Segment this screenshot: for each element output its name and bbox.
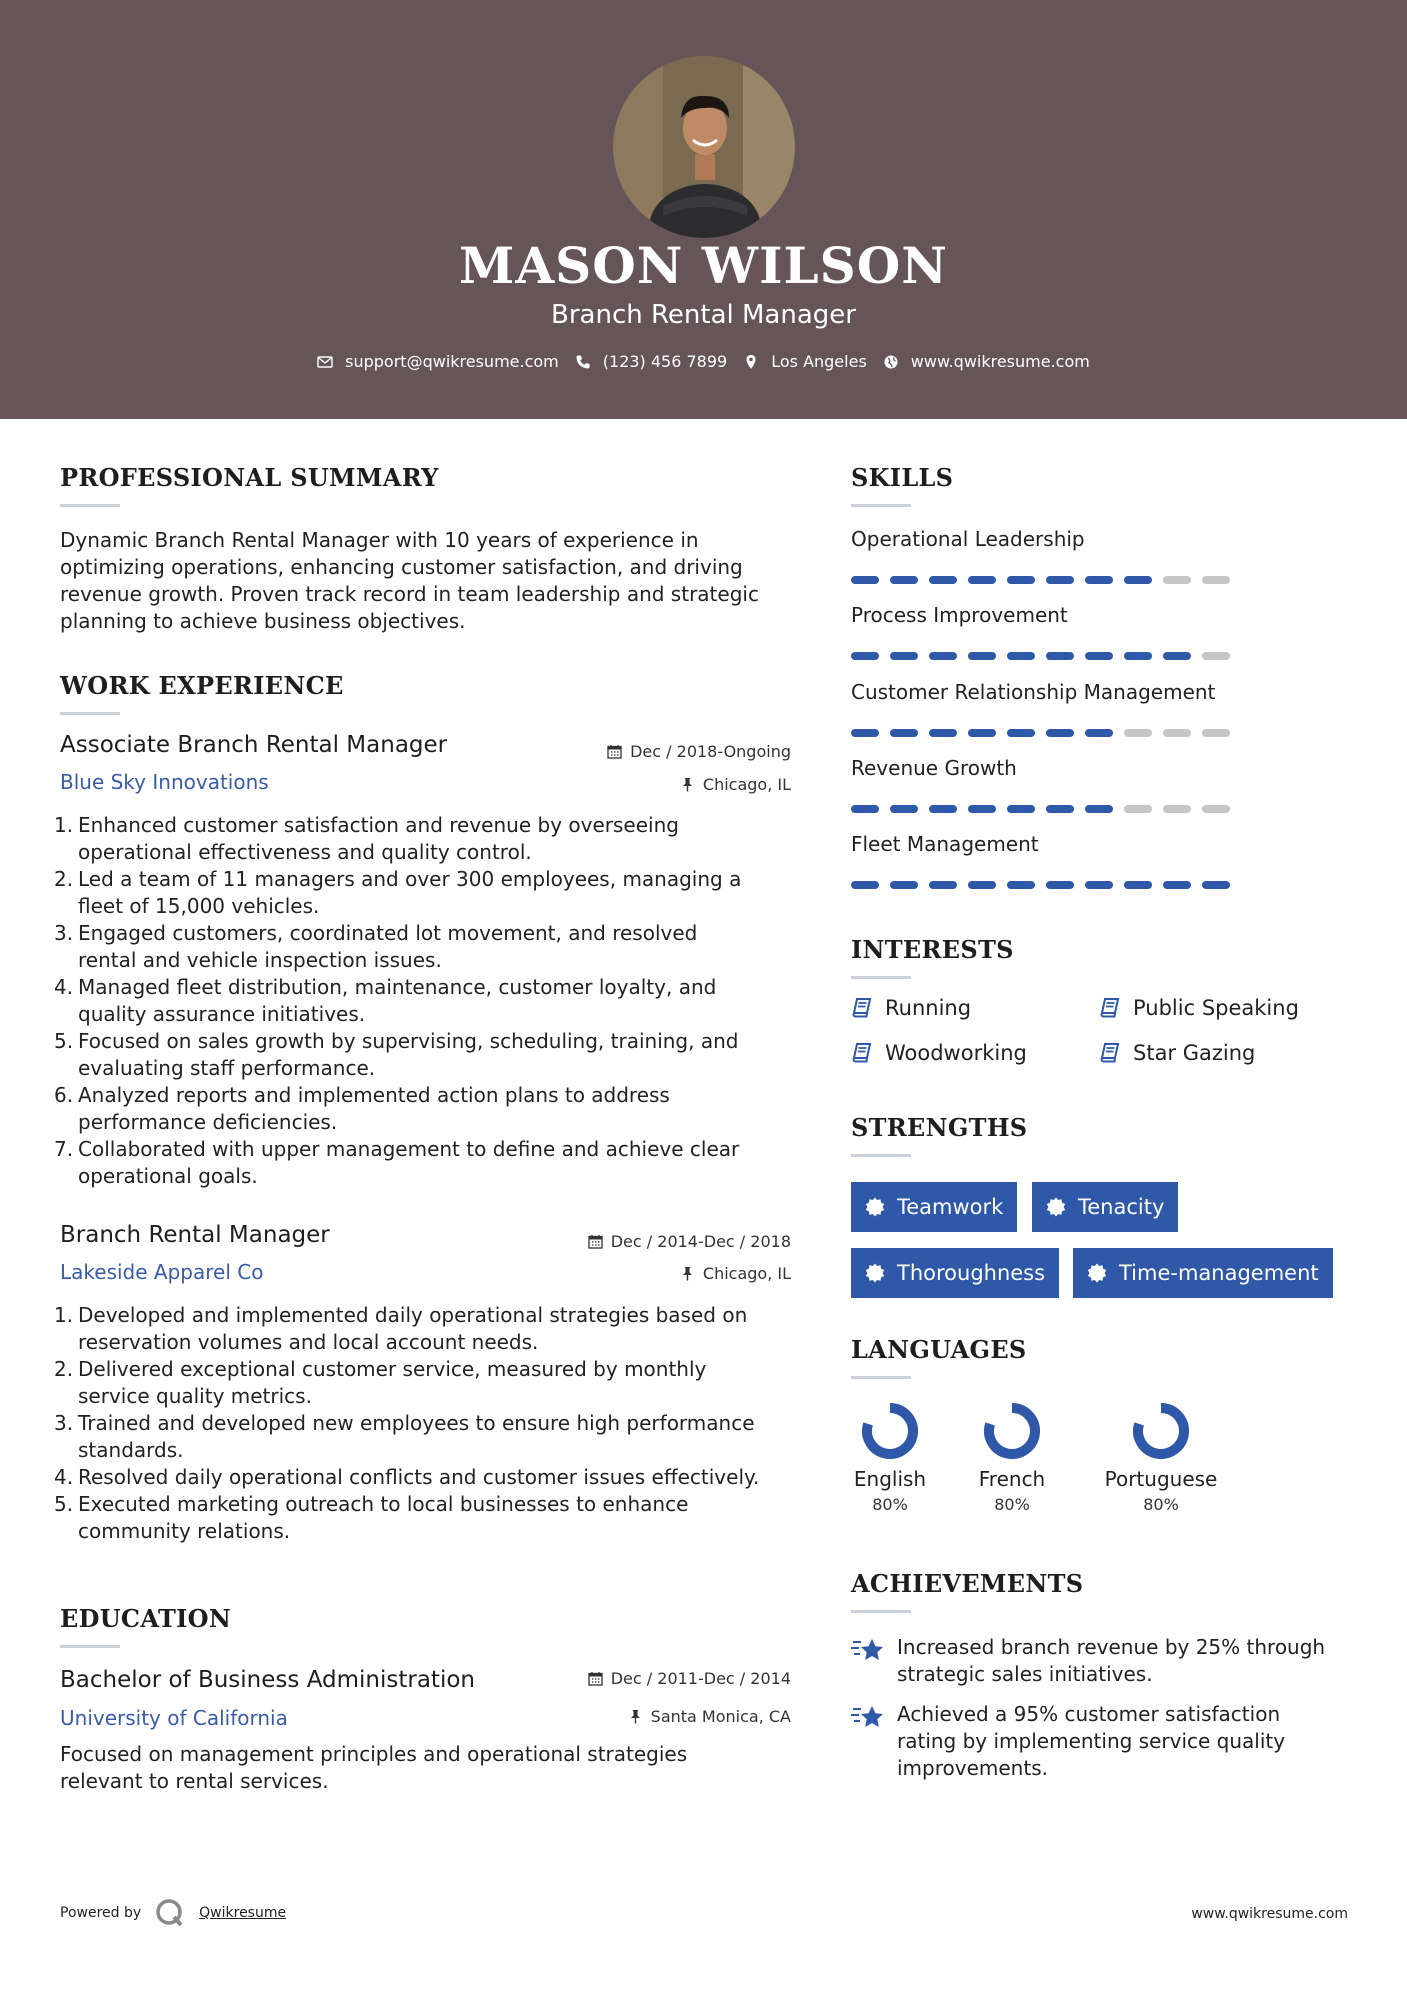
duty-line: Delivered exceptional customer service, measured by monthly (78, 1357, 707, 1381)
contact-location (743, 352, 867, 371)
summary-line: revenue growth. Proven track record in team leadership and strategic (60, 582, 759, 606)
book-icon (851, 997, 873, 1019)
badge-icon (1087, 1263, 1107, 1283)
contact-row (0, 352, 1407, 371)
language-percent: 80% (1143, 1495, 1179, 1514)
list-item: 5. Focused on sales growth by supervising, scheduling, training, and evaluating staff performance. (60, 1028, 820, 1082)
star-icon (851, 1703, 885, 1733)
footer-powered-by (60, 1898, 286, 1928)
experience-heading: WORK EXPERIENCE (60, 671, 344, 700)
summary-line: optimizing operations, enhancing customer satisfaction, and driving (60, 555, 743, 579)
skill-dot-filled (968, 881, 996, 889)
skill-rating (851, 576, 1230, 584)
skill-dot-filled (1046, 881, 1074, 889)
duty-line: operational effectiveness and quality control. (78, 840, 532, 864)
duty-line: community relations. (78, 1519, 291, 1543)
education-line: Focused on management principles and operational strategies (60, 1742, 688, 1766)
interest-label: Running (885, 996, 972, 1020)
website-text: www.qwikresume.com (910, 352, 1090, 371)
skill-dot-filled (929, 652, 957, 660)
duty-line: Executed marketing outreach to local businesses to enhance (78, 1492, 689, 1516)
language-name: French (978, 1467, 1046, 1491)
brand-link[interactable]: Qwikresume (199, 1905, 287, 1921)
interest-item (851, 996, 971, 1020)
envelope-icon (317, 354, 333, 370)
strength-badge (1073, 1248, 1333, 1298)
book-icon (1099, 1042, 1121, 1064)
list-item: 3. Trained and developed new employees to ensure high performance standards. (60, 1410, 820, 1464)
skill-dot-empty (1202, 729, 1230, 737)
duty-line: fleet of 15,000 vehicles. (78, 894, 320, 918)
language-percent: 80% (994, 1495, 1030, 1514)
skill-dot-empty (1124, 729, 1152, 737)
skill-dot-filled (851, 576, 879, 584)
skill-dot-filled (1124, 881, 1152, 889)
interests-heading: INTERESTS (851, 935, 1014, 964)
skill-dot-filled (890, 576, 918, 584)
skill-dot-filled (1007, 729, 1035, 737)
skill-rating (851, 881, 1230, 889)
education-rule (60, 1645, 120, 1648)
duty-line: rental and vehicle inspection issues. (78, 948, 442, 972)
skill-dot-filled (890, 881, 918, 889)
strengths-heading: STRENGTHS (851, 1113, 1028, 1142)
skill-dot-filled (1085, 729, 1113, 737)
skill-dot-filled (1007, 652, 1035, 660)
job-location (680, 775, 791, 794)
skill-dot-filled (1046, 729, 1074, 737)
skill-dot-filled (1124, 652, 1152, 660)
skill-dot-filled (1163, 881, 1191, 889)
duty-line: service quality metrics. (78, 1384, 312, 1408)
globe-icon (883, 354, 899, 370)
languages-rule (851, 1376, 911, 1379)
duty-line: Enhanced customer satisfaction and revenue by overseeing (78, 813, 679, 837)
skill-dot-filled (1007, 576, 1035, 584)
achievement-line: Achieved a 95% customer satisfaction (897, 1702, 1281, 1726)
skill-dot-filled (968, 729, 996, 737)
job-dates (607, 742, 791, 761)
skill-dot-filled (929, 805, 957, 813)
achievement-text (897, 1701, 1285, 1782)
badge-icon (1046, 1197, 1066, 1217)
email-text: support@qwikresume.com (345, 352, 559, 371)
skill-dot-empty (1163, 805, 1191, 813)
language-percent: 80% (872, 1495, 908, 1514)
strength-badge (851, 1248, 1059, 1298)
badge-icon (865, 1263, 885, 1283)
skill-rating (851, 729, 1230, 737)
list-item: 1. Enhanced customer satisfaction and revenue by overseeing operational effectiveness and quality control. (60, 812, 820, 866)
education-description (60, 1741, 820, 1795)
company-name: Lakeside Apparel Co (60, 1260, 264, 1284)
skill-dot-filled (1124, 576, 1152, 584)
skill-dot-empty (1202, 652, 1230, 660)
duty-line: Engaged customers, coordinated lot movement, and resolved (78, 921, 698, 945)
duty-line: Resolved daily operational conflicts and customer issues effectively. (78, 1465, 760, 1489)
language-name: Portuguese (1104, 1467, 1218, 1491)
achievement-text (897, 1634, 1325, 1688)
language-ring-arc (1138, 1408, 1184, 1454)
language-item (1097, 1401, 1225, 1514)
summary-line: Dynamic Branch Rental Manager with 10 years of experience in (60, 528, 699, 552)
skill-dot-empty (1163, 729, 1191, 737)
skill-dot-filled (968, 805, 996, 813)
job-duties (54, 1302, 820, 1545)
skill-dot-filled (1163, 652, 1191, 660)
strength-label: Teamwork (897, 1195, 1004, 1219)
skill-name: Process Improvement (851, 603, 1068, 627)
job-dates-text: Dec / 2018-Ongoing (630, 742, 791, 761)
job-location (680, 1264, 791, 1283)
powered-by-label: Powered by (60, 1905, 142, 1921)
calendar-icon (588, 1234, 603, 1249)
job-title: Branch Rental Manager (60, 1222, 330, 1248)
duty-line: performance deficiencies. (78, 1110, 338, 1134)
strength-label: Tenacity (1078, 1195, 1165, 1219)
contact-email[interactable] (317, 352, 559, 371)
skill-dot-filled (851, 805, 879, 813)
list-item: 6. Analyzed reports and implemented action plans to address performance deficiencies. (60, 1082, 820, 1136)
strength-label: Time-management (1119, 1261, 1319, 1285)
job-location-text: Chicago, IL (702, 1264, 791, 1283)
duty-line: Focused on sales growth by supervising, scheduling, training, and (78, 1029, 739, 1053)
education-heading: EDUCATION (60, 1604, 232, 1633)
duty-line: Led a team of 11 managers and over 300 employees, managing a (78, 867, 742, 891)
skill-name: Operational Leadership (851, 527, 1085, 551)
summary-text (60, 527, 820, 635)
skill-dot-empty (1202, 576, 1230, 584)
duty-line: Managed fleet distribution, maintenance, customer loyalty, and (78, 975, 717, 999)
language-ring (860, 1401, 920, 1461)
achievement-item (851, 1701, 1351, 1782)
skill-dot-filled (968, 576, 996, 584)
duty-line: quality assurance initiatives. (78, 1002, 366, 1026)
strength-label: Thoroughness (897, 1261, 1046, 1285)
company-name: Blue Sky Innovations (60, 770, 269, 794)
duty-line: Developed and implemented daily operational strategies based on (78, 1303, 748, 1327)
book-icon (851, 1042, 873, 1064)
interest-label: Woodworking (885, 1041, 1027, 1065)
achievement-line: improvements. (897, 1756, 1048, 1780)
school-name: University of California (60, 1706, 288, 1730)
skill-dot-filled (890, 652, 918, 660)
interest-item (851, 1041, 1027, 1065)
job-duties (54, 812, 820, 1190)
list-item: 2. Delivered exceptional customer service, measured by monthly service quality metrics. (60, 1356, 820, 1410)
skill-dot-filled (1085, 805, 1113, 813)
location-text: Los Angeles (771, 352, 867, 371)
skill-dot-filled (1007, 805, 1035, 813)
list-item: 4. Managed fleet distribution, maintenance, customer loyalty, and quality assurance initiatives. (60, 974, 820, 1028)
skills-rule (851, 504, 911, 507)
contact-website[interactable] (883, 352, 1090, 371)
skill-dot-filled (1007, 881, 1035, 889)
list-item: 5. Executed marketing outreach to local businesses to enhance community relations. (60, 1491, 820, 1545)
skill-dot-filled (1085, 576, 1113, 584)
interest-item (1099, 996, 1299, 1020)
education-dates-text: Dec / 2011-Dec / 2014 (610, 1669, 791, 1688)
duty-line: standards. (78, 1438, 184, 1462)
duty-line: Analyzed reports and implemented action plans to address (78, 1083, 670, 1107)
skill-dot-empty (1163, 576, 1191, 584)
list-item: 2. Led a team of 11 managers and over 300 employees, managing a fleet of 15,000 vehicles. (60, 866, 820, 920)
strength-badge (851, 1182, 1017, 1232)
achievements-rule (851, 1610, 911, 1613)
education-location (628, 1707, 791, 1726)
skill-dot-filled (1046, 576, 1074, 584)
duty-line: reservation volumes and local account needs. (78, 1330, 539, 1354)
job-location-text: Chicago, IL (702, 775, 791, 794)
skill-dot-filled (929, 729, 957, 737)
skill-name: Customer Relationship Management (851, 680, 1216, 704)
skill-dot-filled (851, 881, 879, 889)
book-icon (1099, 997, 1121, 1019)
skill-dot-filled (1046, 805, 1074, 813)
pushpin-icon (680, 1266, 695, 1281)
interest-item (1099, 1041, 1255, 1065)
interest-label: Public Speaking (1133, 996, 1299, 1020)
phone-icon (575, 354, 591, 370)
qwikresume-logo-icon (155, 1898, 185, 1928)
skill-dot-empty (1124, 805, 1152, 813)
skill-dot-filled (890, 805, 918, 813)
duty-line: evaluating staff performance. (78, 1056, 376, 1080)
badge-icon (865, 1197, 885, 1217)
skill-dot-filled (929, 881, 957, 889)
calendar-icon (607, 744, 622, 759)
list-item: 4. Resolved daily operational conflicts and customer issues effectively. (60, 1464, 820, 1491)
skill-dot-filled (1046, 652, 1074, 660)
language-name: English (853, 1467, 927, 1491)
education-dates (588, 1669, 791, 1688)
achievement-item (851, 1634, 1351, 1688)
skill-dot-empty (1202, 805, 1230, 813)
job-dates (588, 1232, 791, 1251)
job-dates-text: Dec / 2014-Dec / 2018 (610, 1232, 791, 1251)
skill-name: Fleet Management (851, 832, 1039, 856)
skill-dot-filled (1202, 881, 1230, 889)
profile-photo (613, 56, 795, 238)
interest-label: Star Gazing (1133, 1041, 1256, 1065)
interests-rule (851, 976, 911, 979)
duty-line: operational goals. (78, 1164, 258, 1188)
education-line: relevant to rental services. (60, 1769, 329, 1793)
map-pin-icon (743, 354, 759, 370)
skill-dot-filled (968, 652, 996, 660)
footer-website[interactable]: www.qwikresume.com (1191, 1906, 1348, 1922)
experience-rule (60, 712, 120, 715)
candidate-name: MASON WILSON (459, 236, 948, 295)
resume-header (0, 0, 1407, 419)
skill-dot-filled (851, 729, 879, 737)
language-ring-arc (989, 1408, 1035, 1454)
degree-title: Bachelor of Business Administration (60, 1667, 475, 1693)
language-ring (982, 1401, 1042, 1461)
skill-dot-filled (1085, 652, 1113, 660)
pushpin-icon (628, 1709, 643, 1724)
language-ring-arc (867, 1408, 913, 1454)
skill-name: Revenue Growth (851, 756, 1017, 780)
skill-dot-filled (890, 729, 918, 737)
phone-text: (123) 456 7899 (602, 352, 728, 371)
language-item (972, 1401, 1052, 1514)
pushpin-icon (680, 777, 695, 792)
languages-heading: LANGUAGES (851, 1335, 1027, 1364)
skill-dot-filled (929, 576, 957, 584)
education-location-text: Santa Monica, CA (650, 1707, 791, 1726)
list-item: 7. Collaborated with upper management to define and achieve clear operational goals. (60, 1136, 820, 1190)
achievement-line: Increased branch revenue by 25% through (897, 1635, 1326, 1659)
skills-heading: SKILLS (851, 463, 954, 492)
calendar-icon (588, 1671, 603, 1686)
contact-phone[interactable] (575, 352, 727, 371)
star-icon (851, 1636, 885, 1666)
skill-rating (851, 652, 1230, 660)
summary-rule (60, 504, 120, 507)
list-item: 1. Developed and implemented daily operational strategies based on reservation volumes and local account needs. (60, 1302, 820, 1356)
strengths-rule (851, 1154, 911, 1157)
language-ring (1131, 1401, 1191, 1461)
strength-badge (1032, 1182, 1178, 1232)
summary-line: planning to achieve business objectives. (60, 609, 466, 633)
language-item (851, 1401, 929, 1514)
summary-heading: PROFESSIONAL SUMMARY (60, 463, 439, 492)
achievement-line: rating by implementing service quality (897, 1729, 1286, 1753)
candidate-title: Branch Rental Manager (551, 300, 856, 330)
duty-line: Trained and developed new employees to ensure high performance (78, 1411, 755, 1435)
skill-rating (851, 805, 1230, 813)
achievements-heading: ACHIEVEMENTS (851, 1569, 1084, 1598)
list-item: 3. Engaged customers, coordinated lot movement, and resolved rental and vehicle inspection issues. (60, 920, 820, 974)
achievement-line: strategic sales initiatives. (897, 1662, 1153, 1686)
duty-line: Collaborated with upper management to define and achieve clear (78, 1137, 740, 1161)
skill-dot-filled (851, 652, 879, 660)
job-title: Associate Branch Rental Manager (60, 732, 448, 758)
skill-dot-filled (1085, 881, 1113, 889)
